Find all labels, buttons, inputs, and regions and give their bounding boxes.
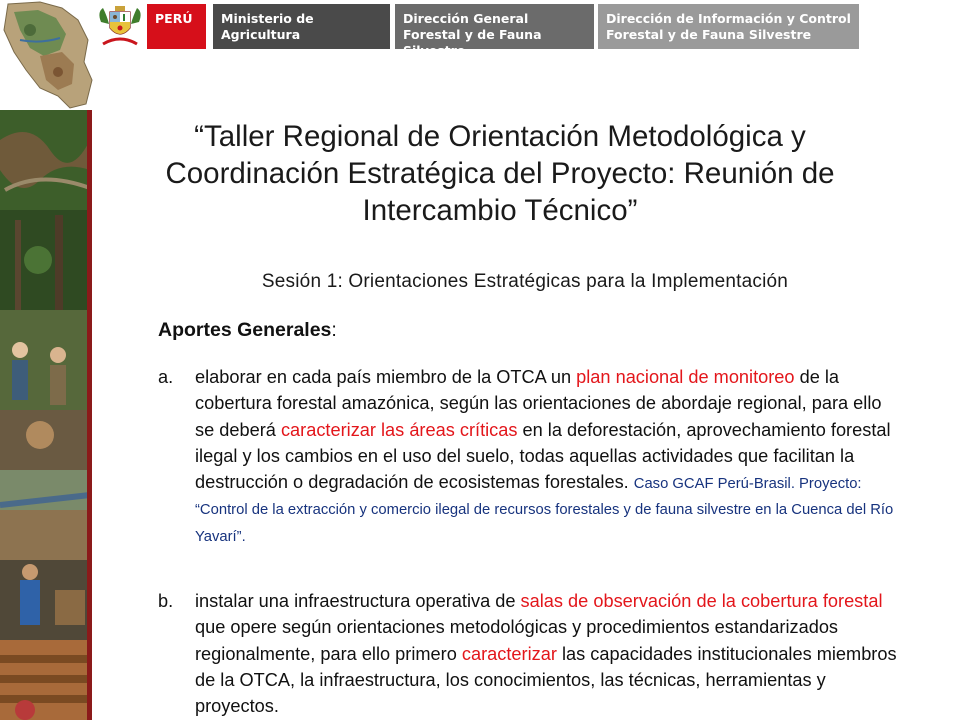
highlight-text: caracterizar las áreas críticas	[280, 419, 518, 440]
forest-photo-collage	[0, 110, 90, 720]
item-text: instalar una infraestructura operativa de	[195, 591, 521, 611]
list-marker: a.	[158, 367, 174, 387]
list-item-b	[158, 588, 903, 719]
list-item-body	[195, 364, 903, 548]
header-ministry-label: Ministerio de Agricultura	[209, 4, 390, 49]
photo-strip-border	[87, 110, 92, 720]
section-heading-text: Aportes Generales	[158, 319, 332, 341]
item-text: las capacidades institucionales miembros de la OTCA, la infraestructura, los conocimientos, las técnicas, herramientas y proyectos.	[195, 643, 897, 717]
list-item-body	[195, 588, 903, 719]
highlight-text: caracterizar	[461, 643, 557, 664]
coat-of-arms-icon	[97, 4, 143, 48]
session-subtitle: Sesión 1: Orientaciones Estratégicas para la Implementación	[261, 271, 789, 292]
item-text: en la deforestación, aprovechamiento forestal ilegal y los cambios en el uso del suelo, todas aquellas actividades que facilitan la destrucción o degradación de ecosistemas forestales.	[195, 419, 891, 493]
slide-title: “Taller Regional de Orientación Metodológica y Coordinación Estratégica del Proyecto: Reunión de Intercambio Técnico”	[165, 120, 835, 227]
header-dgffs-label: Dirección General Forestal y de Fauna Silvestre	[395, 4, 594, 49]
list-item-a	[158, 364, 903, 548]
peru-map-logo	[0, 0, 95, 110]
section-heading-colon: :	[331, 319, 337, 341]
header-peru-label: PERÚ	[147, 4, 206, 49]
case-reference: Caso GCAF Perú-Brasil. Proyecto: “Control de la extracción y comercio ilegal de recursos forestales y de fauna silvestre en la Cuenca del Río Yavarí”.	[195, 476, 894, 545]
item-text: elaborar en cada país miembro de la OTCA un	[195, 367, 577, 387]
highlight-text: plan nacional de monitoreo	[576, 367, 795, 387]
header-dicffs-label: Dirección de Información y Control Forestal y de Fauna Silvestre	[598, 4, 859, 49]
section-heading	[158, 318, 337, 342]
item-text: que opere según orientaciones metodológicas y procedimientos estandarizados regionalmente, para ello primero	[195, 617, 839, 664]
highlight-text: salas de observación de la cobertura forestal	[520, 591, 883, 611]
item-text: de la cobertura forestal amazónica, según las orientaciones de abordaje regional, para ello se deberá	[195, 367, 882, 440]
list-marker: b.	[158, 591, 174, 611]
